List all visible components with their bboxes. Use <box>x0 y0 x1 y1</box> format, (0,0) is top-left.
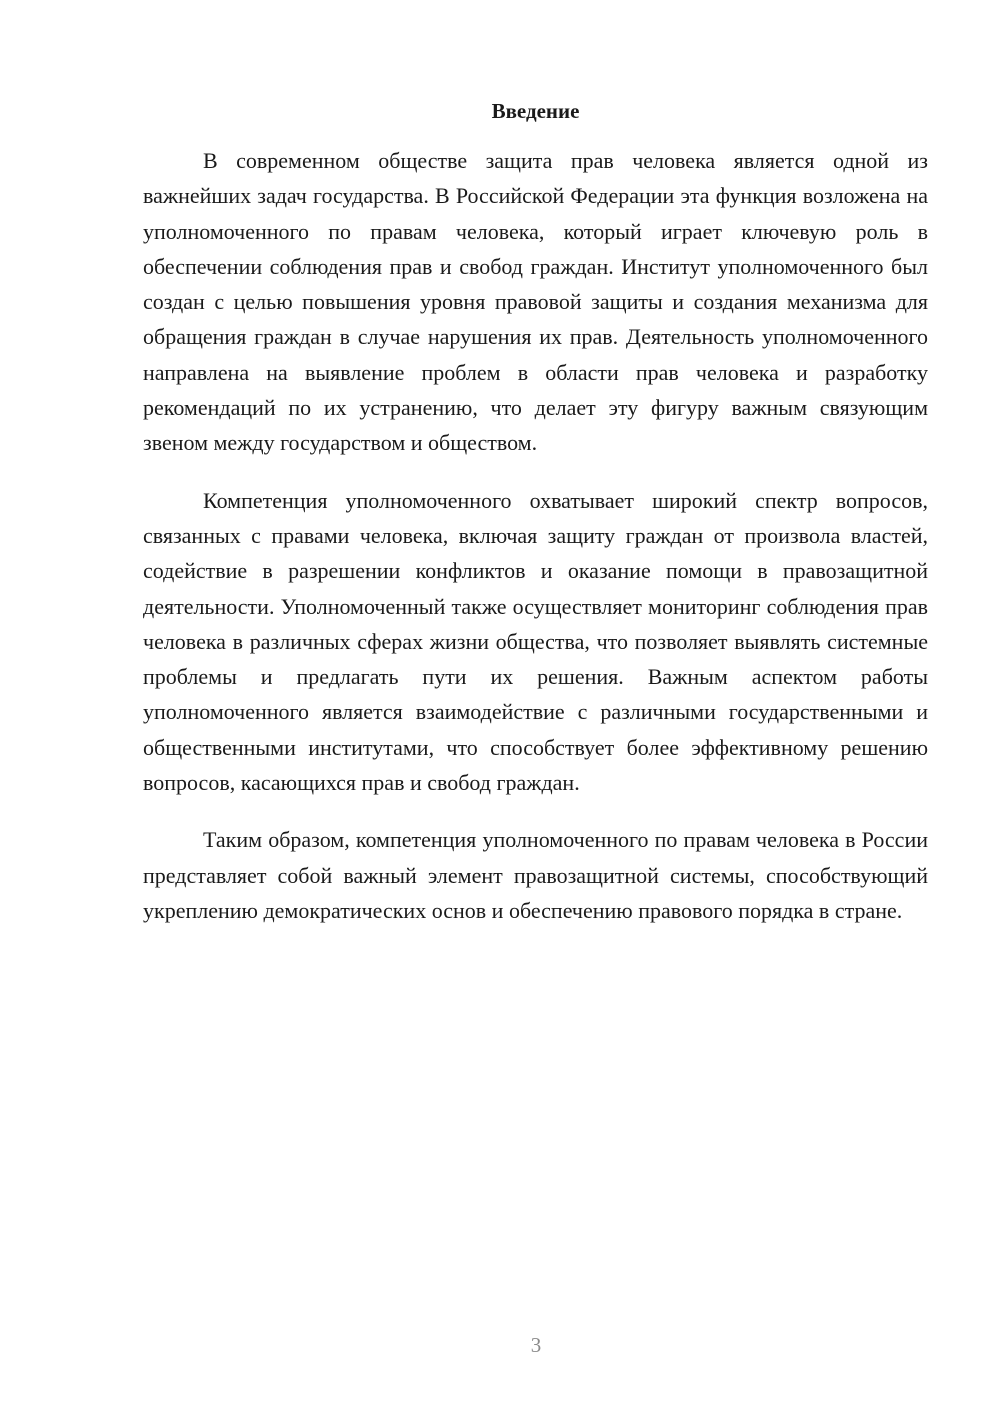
paragraph-competence: Компетенция уполномоченного охватывает широкий спектр вопросов, связанных с правами человека, включая защиту граждан от произвола властей, содействие в разрешении конфликтов и оказание помощи в правозащитной деятельности. Уполномоченный также осуществляет мониторинг соблюдения прав человека в различных сферах жизни общества, что позволяет выявлять системные проблемы и предлагать пути их решения. Важным аспектом работы уполномоченного является взаимодействие с различными государственными и общественными институтами, что способствует более эффективному решению вопросов, касающихся прав и свобод граждан. <box>143 487 928 796</box>
page-number: 3 <box>530 1333 542 1357</box>
page-title: Введение <box>491 99 580 123</box>
paragraph-conclusion: Таким образом, компетенция уполномоченного по правам человека в России представляет собой важный элемент правозащитной системы, способствующий укреплению демократических основ и обеспечению правового порядка в стране. <box>143 827 928 923</box>
document-body <box>143 143 928 950</box>
paragraph-intro: В современном обществе защита прав человека является одной из важнейших задач государства. В Российской Федерации эта функция возложена на уполномоченного по правам человека, который играет ключевую роль в обеспечении соблюдения прав и свобод граждан. Институт уполномоченного был создан с целью повышения уровня правовой защиты и создания механизма для обращения граждан в случае нарушения их прав. Деятельность уполномоченного направлена на выявление проблем в области прав человека и разработку рекомендаций по их устранению, что делает эту фигуру важным связующим звеном между государством и обществом. <box>143 148 928 456</box>
